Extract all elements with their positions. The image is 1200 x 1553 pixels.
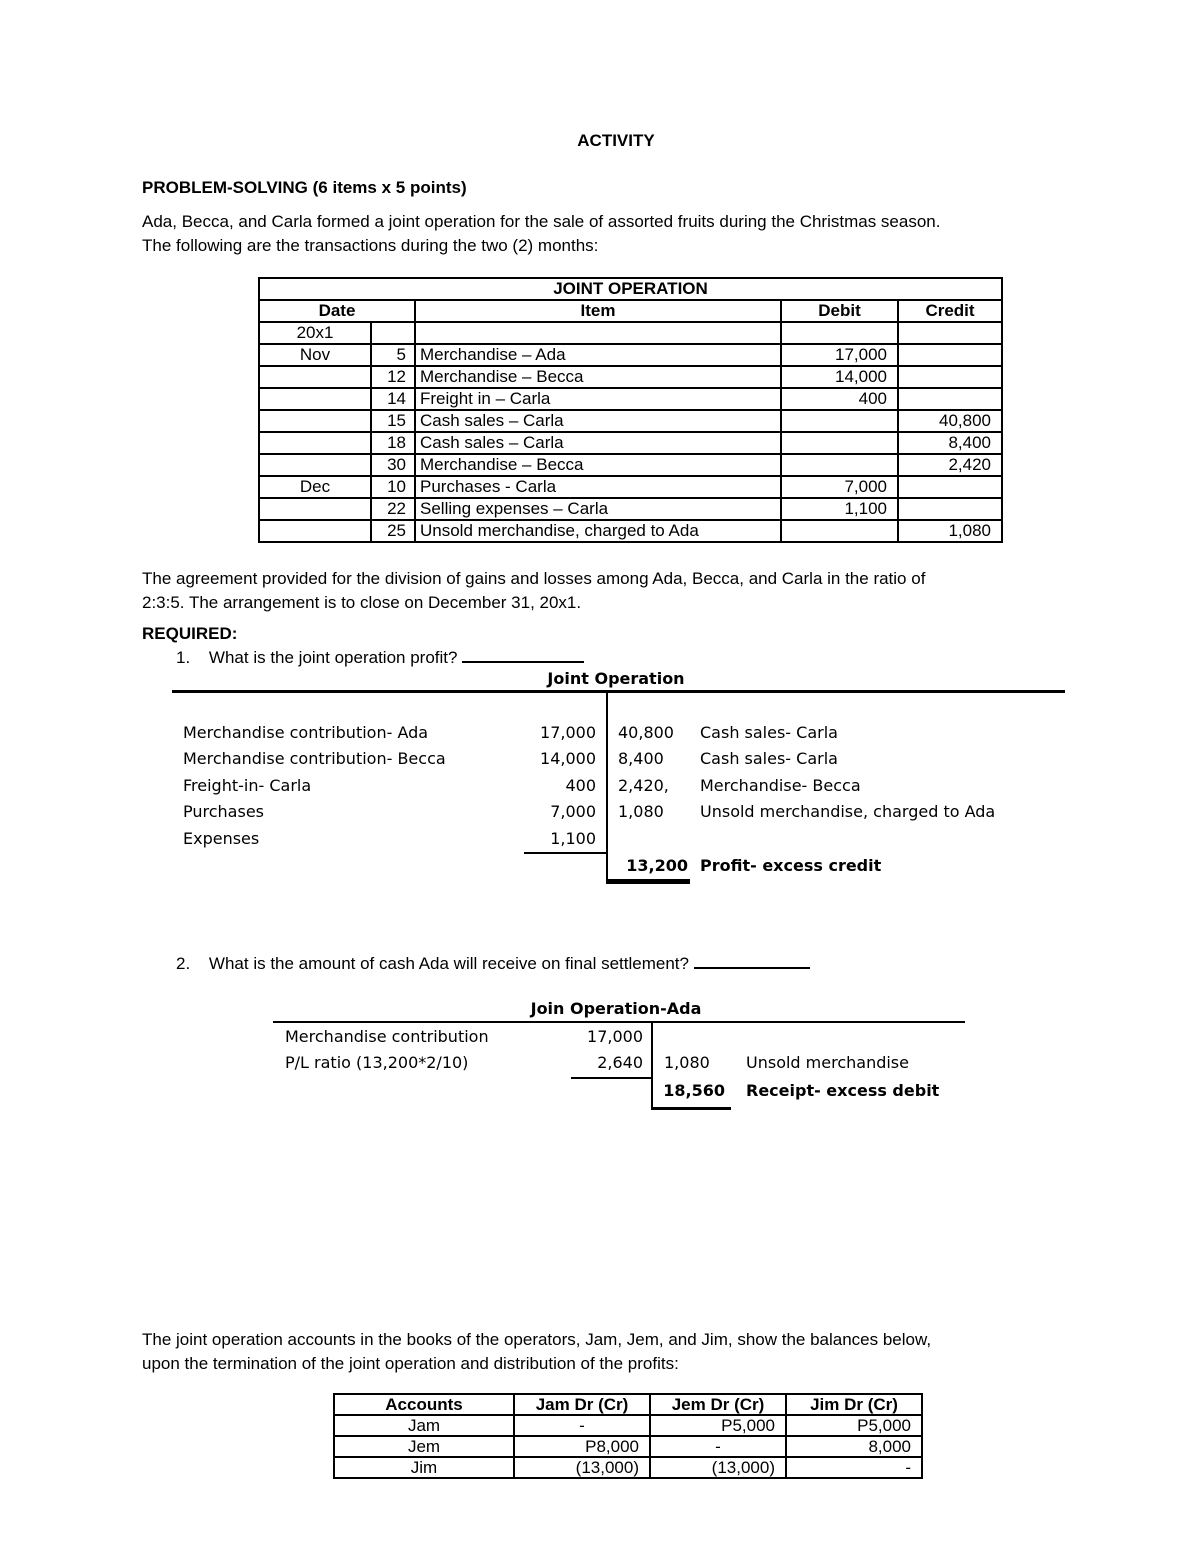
- ledger-day: 18: [371, 432, 415, 454]
- question-1: [176, 647, 584, 668]
- ledger-row: [259, 344, 1002, 366]
- balances-table: [333, 1393, 923, 1479]
- ledger-credit: [898, 344, 1002, 366]
- ledger-day: 30: [371, 454, 415, 476]
- ledger-month: [259, 520, 371, 542]
- balances-cell: (13,000): [650, 1457, 786, 1478]
- joint-operation-ledger: [258, 277, 1003, 543]
- t1-credit-name: Unsold merchandise, charged to Ada: [700, 802, 996, 821]
- t1-debit-name: Purchases: [183, 802, 264, 821]
- t1-debit-amount: 1,100: [550, 829, 596, 848]
- ledger-header-item: Item: [415, 300, 781, 322]
- t1-debit-total-rule: [524, 852, 608, 854]
- ledger-credit: 8,400: [898, 432, 1002, 454]
- t2-debit-name: Merchandise contribution: [285, 1027, 489, 1046]
- balances-cell: -: [786, 1457, 922, 1478]
- balances-cell: -: [650, 1436, 786, 1457]
- required-label: REQUIRED:: [142, 624, 238, 643]
- t1-credit-amount: 2,420,: [618, 776, 669, 795]
- ledger-credit: 40,800: [898, 410, 1002, 432]
- page-title: ACTIVITY: [577, 131, 655, 150]
- answer-blank-2[interactable]: [694, 953, 810, 969]
- ledger-day: 14: [371, 388, 415, 410]
- ledger-month: [259, 432, 371, 454]
- t-account-1-top-rule: [172, 690, 1065, 693]
- ledger-credit: 1,080: [898, 520, 1002, 542]
- table-row: [334, 1415, 922, 1436]
- balances-header-row: [334, 1394, 922, 1415]
- ledger-item: Unsold merchandise, charged to Ada: [415, 520, 781, 542]
- ledger-month: [259, 454, 371, 476]
- ledger-credit: [898, 498, 1002, 520]
- balances-header: Jam Dr (Cr): [514, 1394, 650, 1415]
- ledger-month: Dec: [259, 476, 371, 498]
- t1-debit-amount: 14,000: [540, 749, 596, 768]
- t1-debit-amount: 17,000: [540, 723, 596, 742]
- table-row: [334, 1436, 922, 1457]
- ledger-day: 5: [371, 344, 415, 366]
- balances-cell: P8,000: [514, 1436, 650, 1457]
- ledger-item: Freight in – Carla: [415, 388, 781, 410]
- t1-credit-amount: 8,400: [618, 749, 664, 768]
- t-account-2-top-rule: [273, 1021, 965, 1023]
- ledger-row: [259, 498, 1002, 520]
- question-1-number: 1.: [176, 648, 191, 667]
- ledger-month: [259, 388, 371, 410]
- ledger-row: [259, 454, 1002, 476]
- ledger-item: Cash sales – Carla: [415, 410, 781, 432]
- ledger-header-date: Date: [259, 300, 415, 322]
- balances-header: Accounts: [334, 1394, 514, 1415]
- t1-credit-name: Merchandise- Becca: [700, 776, 861, 795]
- t1-result-label: Profit- excess credit: [700, 856, 882, 875]
- ledger-month: [259, 410, 371, 432]
- ledger-row: [259, 388, 1002, 410]
- balances-cell: -: [514, 1415, 650, 1436]
- ledger-credit: [898, 366, 1002, 388]
- ledger-header-debit: Debit: [781, 300, 898, 322]
- ledger-title: JOINT OPERATION: [259, 278, 1002, 300]
- ledger-item: Purchases - Carla: [415, 476, 781, 498]
- question-2-number: 2.: [176, 954, 191, 973]
- ledger-month: [259, 366, 371, 388]
- intro-line-1: Ada, Becca, and Carla formed a joint operation for the sale of assorted fruits during the Christmas season.: [142, 212, 941, 231]
- t1-debit-name: Expenses: [183, 829, 260, 848]
- ledger-day: 15: [371, 410, 415, 432]
- balances-cell: Jem: [334, 1436, 514, 1457]
- ledger-row: [259, 432, 1002, 454]
- ledger-debit: 1,100: [781, 498, 898, 520]
- t-account-1-divider: [606, 693, 608, 883]
- intro-line-2: The following are the transactions during the two (2) months:: [142, 236, 599, 255]
- t2-result-amount: 18,560: [663, 1081, 725, 1100]
- question-2-text: What is the amount of cash Ada will receive on final settlement?: [208, 954, 689, 973]
- section-heading: PROBLEM-SOLVING (6 items x 5 points): [142, 178, 467, 197]
- agreement-line-2: 2:3:5. The arrangement is to close on December 31, 20x1.: [142, 593, 582, 612]
- ledger-debit: [781, 454, 898, 476]
- balances-header: Jim Dr (Cr): [786, 1394, 922, 1415]
- ledger-header-credit: Credit: [898, 300, 1002, 322]
- t1-result-double-rule: [606, 879, 690, 884]
- ledger-year: 20x1: [259, 322, 371, 344]
- ledger-row: [259, 366, 1002, 388]
- balances-header: Jem Dr (Cr): [650, 1394, 786, 1415]
- t2-debit-amount: 17,000: [587, 1027, 643, 1046]
- ledger-credit: 2,420: [898, 454, 1002, 476]
- ledger-day: 12: [371, 366, 415, 388]
- balances-cell: P5,000: [786, 1415, 922, 1436]
- t-account-1-title: Joint Operation: [547, 669, 685, 688]
- ledger-debit: [781, 520, 898, 542]
- ledger-credit: [898, 388, 1002, 410]
- t2-credit-amount: 1,080: [664, 1053, 710, 1072]
- closing-line-2: upon the termination of the joint operation and distribution of the profits:: [142, 1354, 679, 1373]
- ledger-debit: [781, 432, 898, 454]
- ledger-debit: 400: [781, 388, 898, 410]
- balances-cell: (13,000): [514, 1457, 650, 1478]
- ledger-day: 25: [371, 520, 415, 542]
- t1-credit-amount: 40,800: [618, 723, 674, 742]
- ledger-day: 10: [371, 476, 415, 498]
- t2-debit-amount: 2,640: [597, 1053, 643, 1072]
- t2-credit-name: Unsold merchandise: [746, 1053, 909, 1072]
- agreement-line-1: The agreement provided for the division of gains and losses among Ada, Becca, and Carla in the ratio of: [142, 569, 926, 588]
- t2-result-label: Receipt- excess debit: [746, 1081, 940, 1100]
- t1-debit-amount: 7,000: [550, 802, 596, 821]
- t2-debit-total-rule: [571, 1077, 651, 1079]
- ledger-row: [259, 410, 1002, 432]
- t2-debit-name: P/L ratio (13,200*2/10): [285, 1053, 469, 1072]
- t1-debit-name: Freight-in- Carla: [183, 776, 312, 795]
- ledger-debit: [781, 410, 898, 432]
- balances-cell: Jim: [334, 1457, 514, 1478]
- ledger-item: Merchandise – Ada: [415, 344, 781, 366]
- ledger-debit: 14,000: [781, 366, 898, 388]
- t1-debit-name: Merchandise contribution- Ada: [183, 723, 429, 742]
- ledger-item: Cash sales – Carla: [415, 432, 781, 454]
- table-row: [334, 1457, 922, 1478]
- ledger-debit: 17,000: [781, 344, 898, 366]
- t1-credit-name: Cash sales- Carla: [700, 723, 838, 742]
- t1-credit-amount: 1,080: [618, 802, 664, 821]
- ledger-day: 22: [371, 498, 415, 520]
- t1-credit-name: Cash sales- Carla: [700, 749, 838, 768]
- ledger-item: Merchandise – Becca: [415, 454, 781, 476]
- t1-result-amount: 13,200: [626, 856, 688, 875]
- ledger-item: Merchandise – Becca: [415, 366, 781, 388]
- balances-cell: 8,000: [786, 1436, 922, 1457]
- t1-debit-amount: 400: [565, 776, 596, 795]
- ledger-row: [259, 476, 1002, 498]
- balances-cell: P5,000: [650, 1415, 786, 1436]
- question-1-text: What is the joint operation profit?: [208, 648, 458, 667]
- ledger-item: Selling expenses – Carla: [415, 498, 781, 520]
- ledger-month: Nov: [259, 344, 371, 366]
- balances-cell: Jam: [334, 1415, 514, 1436]
- ledger-row: [259, 520, 1002, 542]
- t-account-2-title: Join Operation-Ada: [530, 999, 702, 1018]
- ledger-credit: [898, 476, 1002, 498]
- ledger-debit: 7,000: [781, 476, 898, 498]
- t1-debit-name: Merchandise contribution- Becca: [183, 749, 446, 768]
- answer-blank-1[interactable]: [462, 647, 584, 663]
- question-2: [176, 953, 810, 974]
- closing-line-1: The joint operation accounts in the books of the operators, Jam, Jem, and Jim, show the balances below,: [142, 1330, 932, 1349]
- ledger-month: [259, 498, 371, 520]
